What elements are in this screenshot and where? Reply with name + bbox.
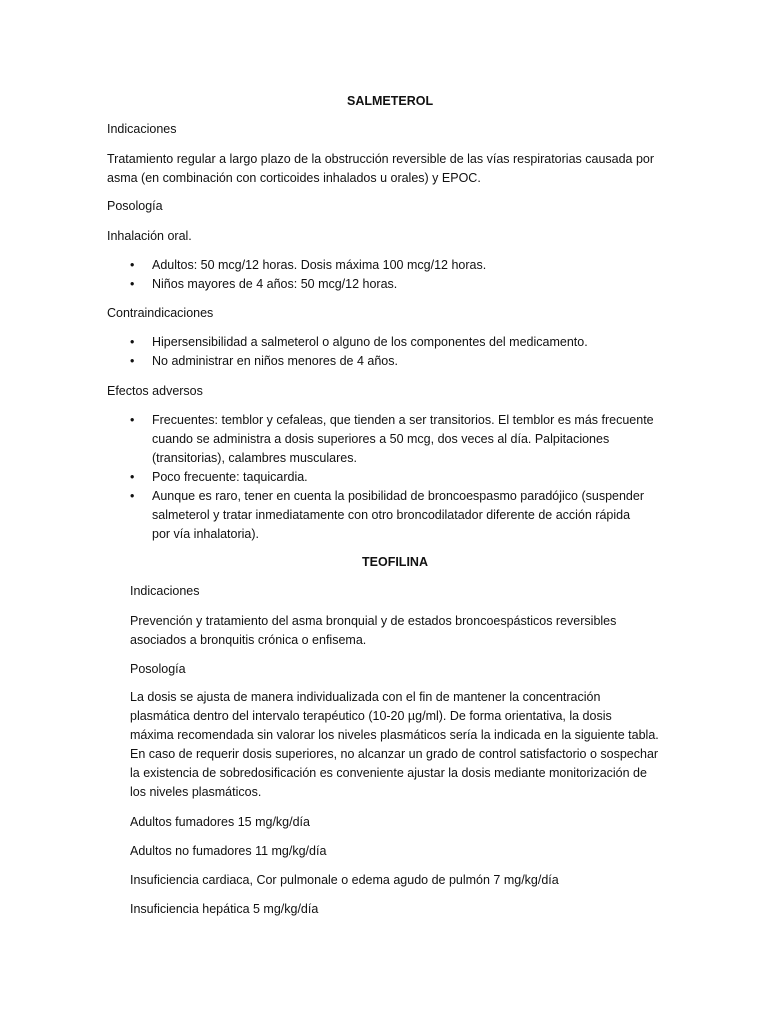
salmeterol-posologia-item: [130, 256, 487, 275]
salmeterol-posologia-route: Inhalación oral.: [107, 229, 192, 243]
list-item-text: Poco frecuente: taquicardia.: [152, 470, 308, 484]
salmeterol-efectos-item: [130, 468, 308, 487]
teofilina-posologia-line: los niveles plasmáticos.: [130, 785, 262, 799]
salmeterol-posologia-item: [130, 275, 398, 294]
list-item-text: Niños mayores de 4 años: 50 mcg/12 horas.: [152, 277, 398, 291]
list-item-text: No administrar en niños menores de 4 años.: [152, 354, 398, 368]
salmeterol-contraindicaciones-item: [130, 333, 588, 352]
salmeterol-efectos-item-continuation: (transitorias), calambres musculares.: [152, 451, 357, 465]
salmeterol-title: SALMETEROL: [347, 94, 434, 108]
bullet-icon: •: [130, 258, 135, 272]
salmeterol-efectos-item: [130, 487, 644, 506]
salmeterol-contraindicaciones-heading: Contraindicaciones: [107, 306, 214, 320]
teofilina-posologia-heading: Posología: [130, 662, 186, 676]
teofilina-posologia-line: plasmática dentro del intervalo terapéutico (10-20 µg/ml). De forma orientativa, la dosis: [130, 709, 612, 723]
salmeterol-indicaciones-heading: Indicaciones: [107, 122, 177, 136]
teofilina-posologia-line: la existencia de sobredosificación es conveniente ajustar la dosis mediante monitorización de: [130, 766, 647, 780]
salmeterol-contraindicaciones-item: [130, 352, 398, 371]
salmeterol-efectos-item-continuation: por vía inhalatoria).: [152, 527, 260, 541]
list-item-text: Adultos: 50 mcg/12 horas. Dosis máxima 100 mcg/12 horas.: [152, 258, 487, 272]
teofilina-indicaciones-line: Prevención y tratamiento del asma bronquial y de estados broncoespásticos reversibles: [130, 614, 617, 628]
bullet-icon: •: [130, 354, 135, 368]
salmeterol-indicaciones-line: asma (en combinación con corticoides inhalados u orales) y EPOC.: [107, 171, 481, 185]
list-item-text: Hipersensibilidad a salmeterol o alguno de los componentes del medicamento.: [152, 335, 588, 349]
teofilina-dose-line: Adultos no fumadores 11 mg/kg/día: [130, 844, 327, 858]
bullet-icon: •: [130, 335, 135, 349]
salmeterol-posologia-heading: Posología: [107, 199, 163, 213]
teofilina-posologia-line: En caso de requerir dosis superiores, no alcanzar un grado de control satisfactorio o sospechar: [130, 747, 659, 761]
salmeterol-efectos-heading: Efectos adversos: [107, 384, 203, 398]
list-item-text: Aunque es raro, tener en cuenta la posibilidad de broncoespasmo paradójico (suspender: [152, 489, 644, 503]
teofilina-dose-line: Adultos fumadores 15 mg/kg/día: [130, 815, 310, 829]
bullet-icon: •: [130, 489, 135, 503]
teofilina-title: TEOFILINA: [362, 555, 428, 569]
teofilina-posologia-line: La dosis se ajusta de manera individualizada con el fin de mantener la concentración: [130, 690, 601, 704]
teofilina-dose-line: Insuficiencia cardiaca, Cor pulmonale o edema agudo de pulmón 7 mg/kg/día: [130, 873, 559, 887]
bullet-icon: •: [130, 413, 135, 427]
bullet-icon: •: [130, 277, 135, 291]
bullet-icon: •: [130, 470, 135, 484]
list-item-text: Frecuentes: temblor y cefaleas, que tienden a ser transitorios. El temblor es más frecuente: [152, 413, 654, 427]
teofilina-posologia-line: máxima recomendada sin valorar los niveles plasmáticos sería la indicada en la siguiente tabla.: [130, 728, 659, 742]
teofilina-indicaciones-heading: Indicaciones: [130, 584, 200, 598]
teofilina-indicaciones-line: asociados a bronquitis crónica o enfisema.: [130, 633, 367, 647]
teofilina-dose-line: Insuficiencia hepática 5 mg/kg/día: [130, 902, 319, 916]
salmeterol-efectos-item-continuation: cuando se administra a dosis superiores a 50 mcg, dos veces al día. Palpitaciones: [152, 432, 610, 446]
salmeterol-efectos-item: [130, 411, 654, 430]
salmeterol-indicaciones-line: Tratamiento regular a largo plazo de la obstrucción reversible de las vías respiratorias causada por: [107, 152, 655, 166]
salmeterol-efectos-item-continuation: salmeterol y tratar inmediatamente con otro broncodilatador diferente de acción rápida: [152, 508, 631, 522]
